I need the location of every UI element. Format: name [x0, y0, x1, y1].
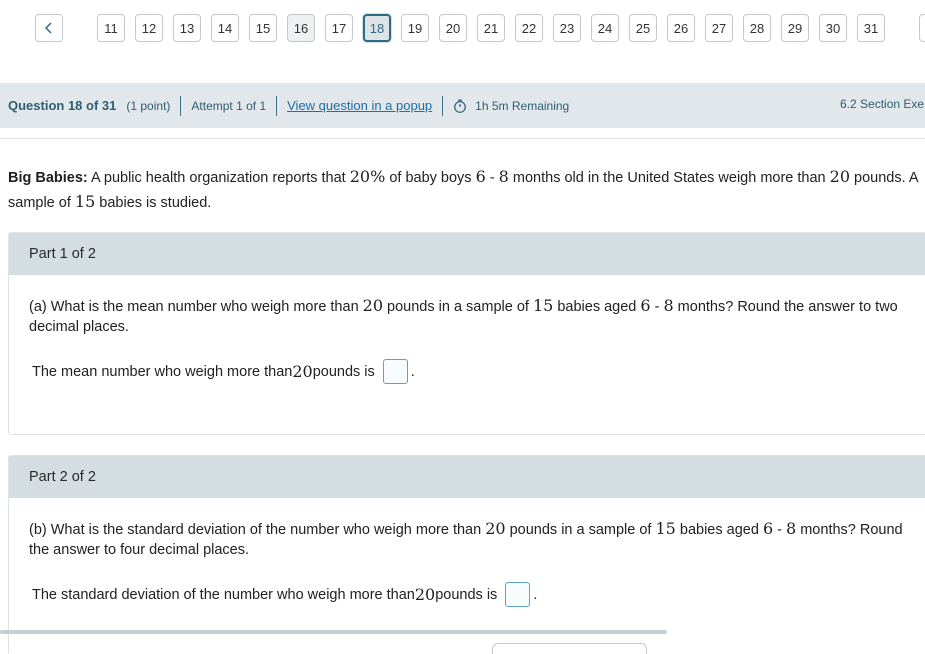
question-18-button[interactable]: 18: [363, 14, 391, 42]
question-30-button[interactable]: 30: [819, 14, 847, 42]
answer-period: .: [410, 363, 415, 380]
stem-text: of baby boys: [385, 170, 476, 186]
answer-period: .: [533, 586, 538, 603]
part-2-question: [29, 519, 909, 560]
question-25-button[interactable]: 25: [629, 14, 657, 42]
footer-button[interactable]: [492, 643, 647, 654]
mean-answer-input[interactable]: [383, 359, 408, 384]
part-text: -: [650, 299, 664, 315]
part-math: 8: [663, 296, 674, 315]
answer-text: The standard deviation of the number who weigh more than: [32, 586, 415, 603]
question-26-button[interactable]: 26: [667, 14, 695, 42]
part-math: 15: [655, 519, 676, 538]
part-text: babies aged: [675, 522, 763, 538]
part-text: months? Round the answer to four decimal places.: [29, 522, 903, 558]
question-14-button[interactable]: 14: [211, 14, 239, 42]
part-math: 15: [532, 296, 554, 315]
part-1-header: Part 1 of 2: [9, 233, 925, 275]
answer-text: The mean number who weigh more than: [32, 363, 293, 380]
status-separator: [276, 96, 277, 116]
question-points: (1 point): [126, 98, 171, 113]
question-24-button[interactable]: 24: [591, 14, 619, 42]
question-20-button[interactable]: 20: [439, 14, 467, 42]
timer[interactable]: [453, 99, 569, 113]
stem-math: 8: [498, 167, 509, 186]
question-21-button[interactable]: 21: [477, 14, 505, 42]
time-remaining: 1h 5m Remaining: [475, 98, 570, 113]
question-13-button[interactable]: 13: [173, 14, 201, 42]
question-counter: Question 18 of 31: [8, 98, 117, 113]
question-28-button[interactable]: 28: [743, 14, 771, 42]
pager-next-overflow[interactable]: [919, 14, 925, 42]
chevron-left-icon: [43, 22, 55, 34]
part-math: 6: [762, 519, 774, 538]
part-text: pounds in a sample of: [505, 522, 656, 538]
stem-math: 15: [74, 192, 96, 211]
part-text: pounds in a sample of: [383, 299, 533, 315]
stem-text: months old in the United States weigh more than: [508, 170, 830, 186]
question-16-button[interactable]: 16: [287, 14, 315, 42]
part-math: 20: [485, 519, 506, 538]
stem-text: A public health organization reports that: [87, 170, 350, 186]
question-23-button[interactable]: 23: [553, 14, 581, 42]
view-in-popup-link[interactable]: View question in a popup: [287, 98, 433, 113]
part-2-answer-line: [32, 582, 537, 607]
question-11-button[interactable]: 11: [97, 14, 125, 42]
question-22-button[interactable]: 22: [515, 14, 543, 42]
part-1-question: [29, 296, 909, 337]
question-29-button[interactable]: 29: [781, 14, 809, 42]
stem-math: 6: [475, 167, 486, 186]
answer-math: 20: [414, 585, 436, 604]
question-status-bar: [0, 83, 925, 128]
part-2-header: Part 2 of 2: [9, 456, 925, 498]
stopwatch-icon: [453, 99, 467, 113]
question-27-button[interactable]: 27: [705, 14, 733, 42]
part-text: (a) What is the mean number who weigh more than: [29, 299, 363, 315]
question-15-button[interactable]: 15: [249, 14, 277, 42]
attempt-counter: Attempt 1 of 1: [191, 98, 267, 113]
answer-math: 20: [292, 362, 313, 381]
header-divider: [0, 138, 925, 139]
question-pager: [0, 14, 925, 44]
part-math: 8: [786, 519, 797, 538]
part-math: 20: [362, 296, 384, 315]
part-1-answer-line: [32, 359, 415, 384]
status-separator: [442, 96, 443, 116]
part-2-panel: [8, 455, 925, 654]
section-title: 6.2 Section Exe: [840, 97, 925, 111]
stem-text: babies is studied.: [95, 195, 212, 211]
question-12-button[interactable]: 12: [135, 14, 163, 42]
stem-text: pounds. A sample of: [8, 170, 918, 211]
part-text: months? Round the answer to two decimal places.: [29, 299, 898, 335]
answer-text: pounds is: [312, 363, 375, 380]
question-17-button[interactable]: 17: [325, 14, 353, 42]
part-text: -: [773, 522, 787, 538]
question-19-button[interactable]: 19: [401, 14, 429, 42]
question-stem: [8, 165, 920, 215]
part-math: 6: [640, 296, 651, 315]
stem-title: Big Babies:: [8, 170, 88, 186]
stem-text: -: [485, 170, 499, 186]
std-dev-answer-input[interactable]: [505, 582, 530, 607]
previous-question-button[interactable]: [35, 14, 63, 42]
answer-text: pounds is: [435, 586, 498, 603]
part-text: (b) What is the standard deviation of the number who weigh more than: [29, 522, 486, 538]
status-separator: [180, 96, 181, 116]
part-text: babies aged: [553, 299, 641, 315]
stem-math: 20%: [349, 167, 386, 186]
part-1-panel: [8, 232, 925, 435]
question-31-button[interactable]: 31: [857, 14, 885, 42]
horizontal-scrollbar[interactable]: [0, 630, 667, 634]
stem-math: 20: [829, 167, 851, 186]
